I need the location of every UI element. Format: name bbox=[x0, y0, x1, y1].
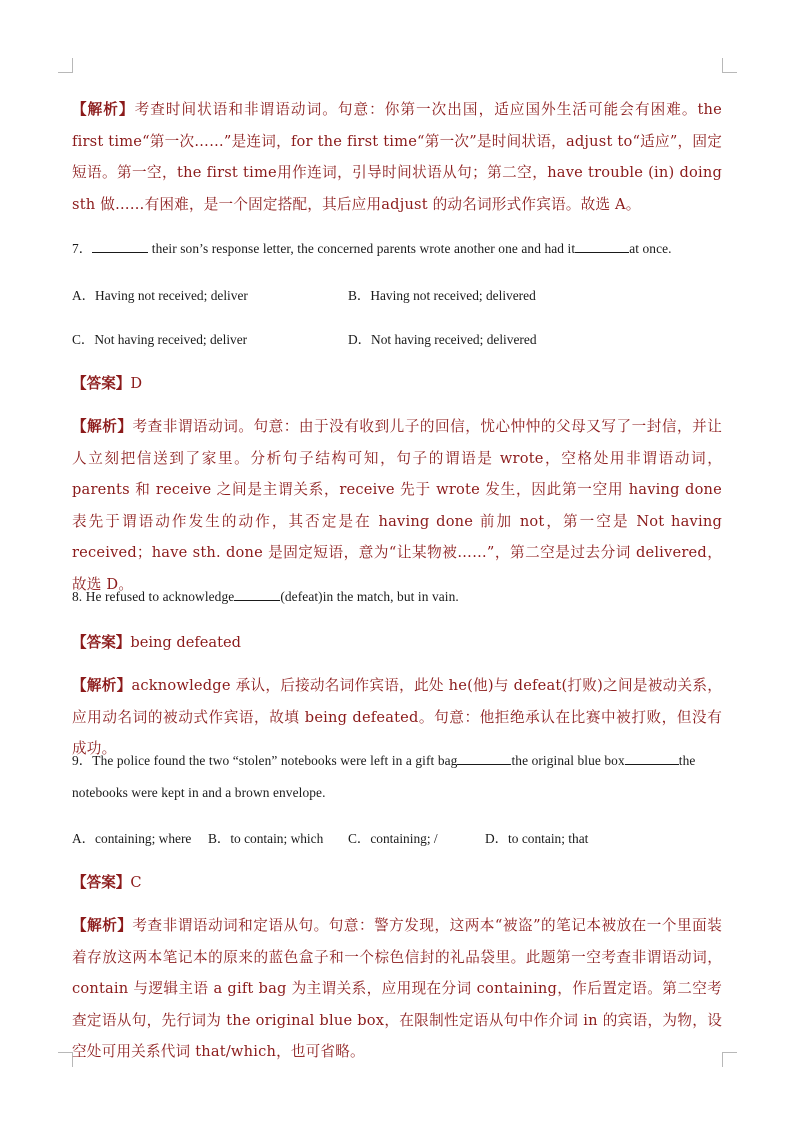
answer-tag: 【答案】 bbox=[72, 874, 131, 891]
corner-mark-bottom-right bbox=[722, 1052, 737, 1067]
analysis-q7 bbox=[72, 411, 722, 600]
analysis-tag: 【解析】 bbox=[72, 917, 133, 934]
question-8 bbox=[72, 581, 722, 613]
corner-mark-bottom-left bbox=[58, 1052, 73, 1067]
answer-q8 bbox=[72, 631, 241, 652]
answer-value: D bbox=[130, 375, 143, 392]
question-stem: The police found the two “stolen” notebooks were left in a gift bag bbox=[92, 753, 458, 768]
option-d: D．to contain; that bbox=[485, 831, 589, 846]
analysis-tag: 【解析】 bbox=[72, 677, 132, 694]
question-stem: at once. bbox=[629, 241, 672, 256]
analysis-text: 考查非谓语动词和定语从句。句意：警方发现，这两本“被盗”的笔记本被放在一个里面装着存放这两本笔记本的原来的蓝色盒子和一个棕色信封的礼品袋里。此题第一空考查非谓语动词，contain 与逻辑主语 a gift bag 为主谓关系，应用现在分词 containing，作后置定语。第二空考查定语从句，先行词为 the original blue box，在限制性定语从句中作介词 in 的宾语，为物，设空处可用关系代词 that/which，也可省略。 bbox=[72, 917, 722, 1060]
answer-blank bbox=[234, 599, 280, 601]
analysis-text: acknowledge 承认，后接动名词作宾语，此处 he(他)与 defeat(打败)之间是被动关系，应用动名词的被动式作宾语，故填 being defeated。句意：他拒绝承认在比赛中被打败，但没有成功。 bbox=[72, 677, 722, 757]
answer-q9 bbox=[72, 871, 142, 892]
question-stem: the notebooks were kept in and a brown envelope. bbox=[72, 753, 696, 800]
analysis-tag: 【解析】 bbox=[72, 101, 135, 118]
question-number: 7． bbox=[72, 241, 93, 256]
option-c: C．containing; / bbox=[348, 831, 438, 846]
question-7 bbox=[72, 233, 722, 265]
option-a: A．containing; where bbox=[72, 831, 192, 846]
answer-blank bbox=[575, 251, 629, 253]
analysis-text: 考查非谓语动词。句意：由于没有收到儿子的回信，忧心忡忡的父母又写了一封信，并让人立刻把信送到了家里。分析句子结构可知，句子的谓语是 wrote，空格处用非谓语动词，parents 和 receive 之间是主谓关系，receive 先于 wrote 发生，因此第一空用 having done 表先于谓语动作发生的动作，其否定是在 having done 前加 not，第一空是 Not having received；have sth. done 是固定短语，意为“让某物被……”，第二空是过去分词 delivered，故选 D。 bbox=[72, 418, 722, 593]
question-number: 9． bbox=[72, 753, 93, 768]
answer-blank bbox=[457, 763, 511, 765]
answer-tag: 【答案】 bbox=[72, 634, 131, 651]
answer-tag: 【答案】 bbox=[72, 375, 131, 392]
analysis-q6 bbox=[72, 94, 722, 220]
question-stem: 8. He refused to acknowledge bbox=[72, 589, 235, 604]
question-stem: their son’s response letter, the concerned parents wrote another one and had it bbox=[148, 241, 576, 256]
answer-value: being defeated bbox=[130, 634, 241, 651]
answer-value: C bbox=[130, 874, 142, 891]
answer-blank bbox=[92, 251, 148, 253]
option-b: B．to contain; which bbox=[208, 831, 324, 846]
option-b: B．Having not received; delivered bbox=[348, 288, 536, 303]
option-a: A．Having not received; deliver bbox=[72, 288, 248, 303]
question-stem: (defeat)in the match, but in vain. bbox=[280, 589, 459, 604]
answer-blank bbox=[625, 763, 679, 765]
option-d: D．Not having received; delivered bbox=[348, 332, 537, 347]
question-stem: the original blue box bbox=[511, 753, 625, 768]
analysis-q9 bbox=[72, 910, 722, 1068]
corner-mark-top-right bbox=[722, 58, 737, 73]
corner-mark-top-left bbox=[58, 58, 73, 73]
analysis-text: 考查时间状语和非谓语动词。句意：你第一次出国，适应国外生活可能会有困难。the first time“第一次……”是连词，for the first time“第一次”是时间状语，adjust to“适应”，固定短语。第一空，the first time用作连词，引导时间状语从句；第二空，have trouble (in) doing sth 做……有困难，是一个固定搭配，其后应用adjust 的动名词形式作宾语。故选 A。 bbox=[72, 101, 722, 213]
option-c: C．Not having received; deliver bbox=[72, 332, 248, 347]
answer-q7 bbox=[72, 372, 142, 393]
question-9 bbox=[72, 745, 722, 808]
analysis-tag: 【解析】 bbox=[72, 418, 133, 435]
